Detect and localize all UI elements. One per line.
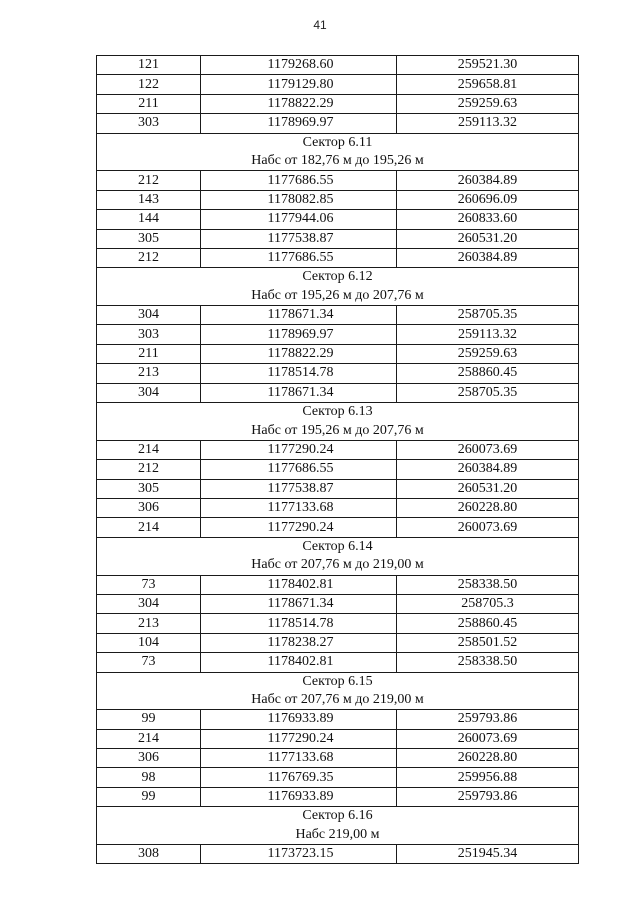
y-coordinate-cell: 260384.89 [397,171,579,190]
y-coordinate-cell: 260073.69 [397,518,579,537]
point-number-cell: 213 [97,614,201,633]
y-coordinate-cell: 260073.69 [397,729,579,748]
table-row [97,94,579,113]
x-coordinate-cell: 1178514.78 [201,614,397,633]
table-row [97,749,579,768]
y-coordinate-cell: 260073.69 [397,440,579,459]
point-number-cell: 303 [97,114,201,133]
sector-title-row [97,807,579,826]
y-coordinate-cell: 258501.52 [397,633,579,652]
y-coordinate-cell: 260384.89 [397,248,579,267]
y-coordinate-cell: 258705.35 [397,306,579,325]
point-number-cell: 305 [97,229,201,248]
point-number-cell: 212 [97,248,201,267]
x-coordinate-cell: 1177538.87 [201,229,397,248]
table-row [97,594,579,613]
sector-title-row [97,268,579,287]
y-coordinate-cell: 260696.09 [397,190,579,209]
sector-subtitle-row [97,287,579,306]
sector-title-row [97,133,579,152]
table-row [97,787,579,806]
table-row [97,614,579,633]
x-coordinate-cell: 1178822.29 [201,94,397,113]
sector-title: Сектор 6.14 [97,537,579,556]
point-number-cell: 144 [97,210,201,229]
table-row [97,729,579,748]
sector-subtitle-row [97,556,579,575]
y-coordinate-cell: 259793.86 [397,710,579,729]
y-coordinate-cell: 260228.80 [397,749,579,768]
table-row [97,306,579,325]
y-coordinate-cell: 259793.86 [397,787,579,806]
sector-subtitle-row [97,826,579,845]
x-coordinate-cell: 1178671.34 [201,383,397,402]
table-row [97,479,579,498]
sector-elevation-range: Набс от 207,76 м до 219,00 м [97,556,579,575]
point-number-cell: 212 [97,460,201,479]
x-coordinate-cell: 1177133.68 [201,749,397,768]
table-row [97,190,579,209]
sector-subtitle-row [97,152,579,171]
table-row [97,710,579,729]
x-coordinate-cell: 1177686.55 [201,171,397,190]
point-number-cell: 306 [97,749,201,768]
table-row [97,364,579,383]
sector-subtitle-row [97,691,579,710]
coordinates-table [96,55,579,864]
sector-elevation-range: Набс от 207,76 м до 219,00 м [97,691,579,710]
table-row [97,171,579,190]
table-row [97,114,579,133]
y-coordinate-cell: 259113.32 [397,325,579,344]
point-number-cell: 308 [97,845,201,864]
sector-subtitle-row [97,421,579,440]
x-coordinate-cell: 1178402.81 [201,653,397,672]
point-number-cell: 122 [97,75,201,94]
x-coordinate-cell: 1176769.35 [201,768,397,787]
point-number-cell: 99 [97,787,201,806]
x-coordinate-cell: 1173723.15 [201,845,397,864]
point-number-cell: 143 [97,190,201,209]
table-row [97,56,579,75]
point-number-cell: 214 [97,518,201,537]
y-coordinate-cell: 260228.80 [397,498,579,517]
x-coordinate-cell: 1177944.06 [201,210,397,229]
point-number-cell: 212 [97,171,201,190]
y-coordinate-cell: 259956.88 [397,768,579,787]
table-row [97,460,579,479]
point-number-cell: 73 [97,653,201,672]
point-number-cell: 211 [97,94,201,113]
y-coordinate-cell: 260384.89 [397,460,579,479]
point-number-cell: 305 [97,479,201,498]
point-number-cell: 304 [97,306,201,325]
y-coordinate-cell: 258705.35 [397,383,579,402]
y-coordinate-cell: 258338.50 [397,575,579,594]
y-coordinate-cell: 260531.20 [397,479,579,498]
point-number-cell: 121 [97,56,201,75]
y-coordinate-cell: 258860.45 [397,364,579,383]
y-coordinate-cell: 259113.32 [397,114,579,133]
x-coordinate-cell: 1177686.55 [201,248,397,267]
table-row [97,75,579,94]
sector-title-row [97,403,579,422]
x-coordinate-cell: 1177686.55 [201,460,397,479]
point-number-cell: 304 [97,383,201,402]
x-coordinate-cell: 1178822.29 [201,344,397,363]
x-coordinate-cell: 1179268.60 [201,56,397,75]
point-number-cell: 98 [97,768,201,787]
x-coordinate-cell: 1178671.34 [201,306,397,325]
table-row [97,383,579,402]
table-row [97,653,579,672]
x-coordinate-cell: 1178671.34 [201,594,397,613]
sector-elevation-range: Набс 219,00 м [97,826,579,845]
sector-title: Сектор 6.16 [97,807,579,826]
table-row [97,344,579,363]
x-coordinate-cell: 1178969.97 [201,325,397,344]
table-row [97,845,579,864]
table-row [97,768,579,787]
point-number-cell: 214 [97,440,201,459]
table-row [97,229,579,248]
table-row [97,575,579,594]
table-row [97,518,579,537]
point-number-cell: 99 [97,710,201,729]
x-coordinate-cell: 1178969.97 [201,114,397,133]
point-number-cell: 104 [97,633,201,652]
x-coordinate-cell: 1178402.81 [201,575,397,594]
table-row [97,248,579,267]
y-coordinate-cell: 260531.20 [397,229,579,248]
point-number-cell: 214 [97,729,201,748]
sector-title-row [97,537,579,556]
x-coordinate-cell: 1177133.68 [201,498,397,517]
x-coordinate-cell: 1177290.24 [201,440,397,459]
y-coordinate-cell: 259658.81 [397,75,579,94]
x-coordinate-cell: 1177290.24 [201,518,397,537]
point-number-cell: 306 [97,498,201,517]
y-coordinate-cell: 260833.60 [397,210,579,229]
point-number-cell: 211 [97,344,201,363]
x-coordinate-cell: 1177538.87 [201,479,397,498]
y-coordinate-cell: 251945.34 [397,845,579,864]
y-coordinate-cell: 259259.63 [397,344,579,363]
point-number-cell: 73 [97,575,201,594]
sector-title: Сектор 6.11 [97,133,579,152]
table-row [97,633,579,652]
y-coordinate-cell: 258860.45 [397,614,579,633]
y-coordinate-cell: 259521.30 [397,56,579,75]
y-coordinate-cell: 259259.63 [397,94,579,113]
sector-title: Сектор 6.15 [97,672,579,691]
page-number: 41 [313,18,327,32]
sector-title: Сектор 6.12 [97,268,579,287]
y-coordinate-cell: 258705.3 [397,594,579,613]
sector-elevation-range: Набс от 195,26 м до 207,76 м [97,421,579,440]
x-coordinate-cell: 1176933.89 [201,710,397,729]
table-row [97,498,579,517]
sector-elevation-range: Набс от 195,26 м до 207,76 м [97,287,579,306]
sector-title: Сектор 6.13 [97,403,579,422]
x-coordinate-cell: 1178514.78 [201,364,397,383]
table-row [97,210,579,229]
x-coordinate-cell: 1178238.27 [201,633,397,652]
point-number-cell: 304 [97,594,201,613]
point-number-cell: 303 [97,325,201,344]
table-row [97,440,579,459]
point-number-cell: 213 [97,364,201,383]
x-coordinate-cell: 1179129.80 [201,75,397,94]
y-coordinate-cell: 258338.50 [397,653,579,672]
x-coordinate-cell: 1176933.89 [201,787,397,806]
x-coordinate-cell: 1178082.85 [201,190,397,209]
sector-elevation-range: Набс от 182,76 м до 195,26 м [97,152,579,171]
table-row [97,325,579,344]
sector-title-row [97,672,579,691]
x-coordinate-cell: 1177290.24 [201,729,397,748]
